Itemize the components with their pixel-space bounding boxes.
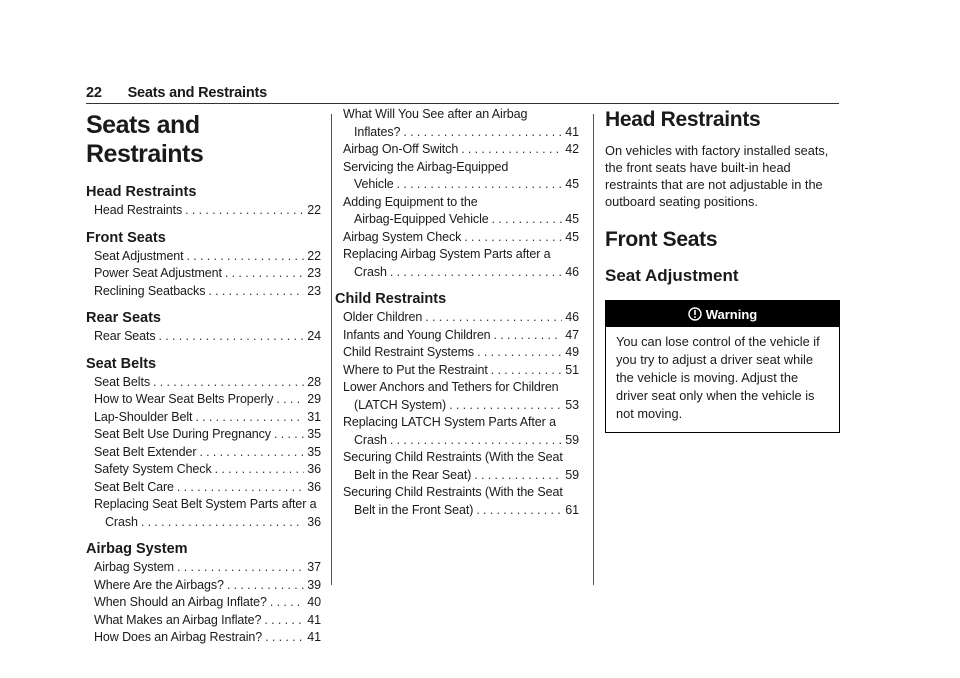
head-restraints-paragraph: On vehicles with factory installed seats, the front seats have built-in head restraints that are not adjustable in the outboard seating positions. [605, 143, 829, 209]
toc-entry-line [94, 202, 321, 220]
toc-entry-title: Crash [105, 514, 138, 529]
toc-entry-title: Vehicle [354, 177, 394, 191]
toc-entry [86, 328, 321, 346]
toc-entry-page: 31 [307, 409, 321, 424]
toc-entry [86, 479, 321, 497]
toc-entry-line [94, 629, 321, 647]
toc-entry-title: Where Are the Airbags? [94, 577, 224, 592]
toc-entry [86, 594, 321, 612]
toc-entry-page: 23 [307, 283, 321, 298]
toc-entry-page: 36 [307, 514, 321, 529]
column-divider-1 [331, 114, 332, 585]
toc-entry-title: Airbag-Equipped Vehicle [354, 212, 489, 226]
toc-entry-title: Crash [354, 432, 387, 447]
front-seats-heading: Front Seats [605, 228, 718, 251]
toc-entry-page: 41 [307, 612, 321, 627]
toc-entry-title: Crash [354, 264, 387, 279]
toc-entry-title: Safety System Check [94, 462, 212, 476]
page-header [86, 85, 839, 103]
toc-entry-line [94, 374, 321, 392]
toc-entry [86, 612, 321, 630]
toc-entry-page: 42 [565, 142, 579, 156]
dot-leader [185, 202, 304, 220]
toc-entry-page: 28 [307, 374, 321, 389]
toc-entry [341, 194, 579, 229]
toc-entry [86, 461, 321, 479]
dot-leader [494, 327, 563, 345]
toc-entry-title-line1: Securing Child Restraints (With the Seat [343, 450, 563, 464]
toc-entry-title: Power Seat Adjustment [94, 266, 222, 280]
toc-entry-page: 46 [565, 264, 579, 279]
toc-entry-title: Lap-Shoulder Belt [94, 409, 193, 424]
toc-entry-line [343, 327, 579, 345]
toc-sections [86, 184, 321, 647]
toc-entry-page: 29 [307, 392, 321, 406]
toc-entry [86, 629, 321, 647]
toc-entry-title: Airbag On-Off Switch [343, 142, 459, 156]
toc-entry-page: 40 [307, 595, 321, 609]
toc-entry [341, 449, 579, 484]
dot-leader [491, 362, 563, 380]
toc-entry-line [343, 432, 579, 450]
toc-entry-line [94, 265, 321, 283]
toc-entry-line [94, 328, 321, 346]
dot-leader [274, 426, 304, 444]
toc-entry-page: 24 [307, 329, 321, 343]
toc-entry-line [343, 502, 579, 520]
toc-entry [341, 362, 579, 380]
toc-entry-line [343, 124, 579, 142]
dot-leader [187, 248, 305, 266]
toc-entry-page: 45 [565, 212, 579, 226]
toc-entry-line [94, 444, 321, 462]
toc-entry [86, 248, 321, 266]
toc-entry [86, 391, 321, 409]
toc-entry [341, 159, 579, 194]
toc-entry-title-line1: What Will You See after an Airbag [343, 107, 528, 121]
toc-airbag-continued [341, 106, 579, 281]
dot-leader [390, 432, 562, 450]
warning-header [606, 301, 839, 327]
toc-entry [341, 106, 579, 141]
dot-leader [141, 514, 304, 532]
toc-entry-line [94, 283, 321, 301]
toc-entry-line [94, 479, 321, 497]
toc-entry-title: When Should an Airbag Inflate? [94, 595, 267, 609]
toc-entry [86, 559, 321, 577]
seat-adjustment-heading: Seat Adjustment [605, 266, 739, 285]
toc-entry [341, 379, 579, 414]
toc-entry-title: Seat Belt Care [94, 479, 174, 494]
toc-entry-title: How to Wear Seat Belts Properly [94, 392, 274, 406]
dot-leader [270, 594, 304, 612]
dot-leader [449, 397, 562, 415]
toc-entry [86, 444, 321, 462]
toc-entry [86, 202, 321, 220]
toc-child-restraints-entries [341, 309, 579, 519]
dot-leader [397, 176, 563, 194]
toc-entry-line [343, 344, 579, 362]
toc-entry-line [94, 248, 321, 266]
toc-entry-page: 51 [565, 362, 579, 377]
toc-entry-line [343, 176, 579, 194]
toc-entry-title: Head Restraints [94, 203, 183, 217]
toc-entry-line [343, 467, 579, 485]
head-restraints-heading: Head Restraints [605, 108, 761, 131]
toc-entry-title: What Makes an Airbag Inflate? [94, 612, 262, 627]
toc-section-heading: Head Restraints [86, 184, 197, 200]
toc-title: Seats and Restraints [86, 111, 204, 168]
toc-entry-page: 39 [307, 577, 321, 592]
toc-entry [341, 229, 579, 247]
toc-entry-title: Infants and Young Children [343, 327, 491, 342]
toc-entry-title-line1: Servicing the Airbag-Equipped [343, 159, 509, 174]
dot-leader [492, 211, 563, 229]
header-section-title: Seats and Restraints [127, 85, 268, 101]
toc-entry-page: 41 [565, 124, 579, 139]
dot-leader [225, 265, 304, 283]
toc-entry-title: (LATCH System) [354, 397, 447, 412]
toc-entry-page: 23 [307, 266, 321, 280]
dot-leader [208, 283, 304, 301]
toc-entry-line [94, 461, 321, 479]
toc-entry-title: Airbag System Check [343, 229, 462, 244]
dot-leader [474, 467, 562, 485]
warning-box [605, 300, 840, 433]
toc-entry-page: 45 [565, 229, 579, 244]
toc-entry [341, 246, 579, 281]
toc-entry-title-line1: Lower Anchors and Tethers for Children [343, 380, 559, 394]
dot-leader [227, 577, 304, 595]
toc-entry-page: 36 [307, 479, 321, 494]
toc-entry-title-line1: Replacing Airbag System Parts after a [343, 247, 551, 261]
toc-entry-page: 45 [565, 177, 579, 191]
toc-entry-line [343, 141, 579, 159]
toc-entry-line [343, 264, 579, 282]
toc-entry-page: 36 [307, 462, 321, 476]
toc-entry-page: 35 [307, 444, 321, 459]
toc-section-heading: Airbag System [86, 541, 188, 557]
toc-section-heading: Seat Belts [86, 355, 157, 372]
toc-entry-title-line1: Securing Child Restraints (With the Seat [343, 485, 563, 499]
toc-entry-title: Inflates? [354, 124, 401, 139]
toc-entry-page: 53 [565, 397, 579, 412]
warning-icon [688, 307, 702, 321]
dot-leader [476, 502, 562, 520]
toc-entry-title: Belt in the Front Seat) [354, 502, 474, 517]
toc-entry [341, 414, 579, 449]
toc-column-1 [86, 110, 321, 647]
dot-leader [403, 124, 562, 142]
toc-entry-title: Seat Belts [94, 374, 150, 389]
toc-section-heading: Rear Seats [86, 310, 161, 326]
dot-leader [195, 409, 304, 427]
toc-entry-line [94, 577, 321, 595]
page-number: 22 [86, 85, 102, 101]
toc-entry-title: Airbag System [94, 560, 174, 574]
toc-entry-line [94, 514, 321, 532]
toc-entry-title: Reclining Seatbacks [94, 283, 206, 298]
dot-leader [276, 391, 304, 409]
toc-entry-line [94, 409, 321, 427]
toc-entry-page: 22 [307, 248, 321, 263]
toc-entry-line [343, 211, 579, 229]
warning-text: You can lose control of the vehicle if you try to adjust a driver seat while the vehicle is moving. Adjust the driver seat only when the vehicle is not moving. [616, 334, 820, 421]
toc-entry-page: 61 [565, 502, 579, 517]
toc-entry-line [94, 612, 321, 630]
toc-entry [341, 344, 579, 362]
toc-entry-page: 47 [565, 327, 579, 342]
toc-entry-title: Seat Adjustment [94, 248, 184, 263]
dot-leader [390, 264, 562, 282]
toc-entry [341, 141, 579, 159]
dot-leader [477, 344, 562, 362]
toc-entry [341, 327, 579, 345]
toc-entry-title: Child Restraint Systems [343, 345, 475, 359]
toc-entry-title: Seat Belt Extender [94, 444, 197, 459]
toc-entry-title: Belt in the Rear Seat) [354, 467, 472, 482]
toc-entry-page: 37 [307, 560, 321, 574]
toc-entry-line [94, 391, 321, 409]
toc-column-2 [335, 106, 579, 519]
dot-leader [264, 612, 304, 630]
toc-entry-line [94, 559, 321, 577]
toc-entry-line [343, 362, 579, 380]
content-column [605, 108, 840, 433]
toc-entry [86, 409, 321, 427]
warning-label: Warning [705, 306, 758, 322]
toc-entry [341, 309, 579, 327]
toc-entry-page: 41 [307, 630, 321, 644]
dot-leader [425, 309, 562, 327]
toc-entry [86, 283, 321, 301]
toc-entry-line [343, 229, 579, 247]
toc-entry-line [94, 594, 321, 612]
dot-leader [177, 559, 304, 577]
toc-entry-title-line1: Replacing Seat Belt System Parts after a [94, 497, 317, 511]
toc-entry-title: Rear Seats [94, 329, 156, 343]
toc-entry [86, 426, 321, 444]
toc-entry [86, 577, 321, 595]
dot-leader [461, 141, 562, 159]
dot-leader [265, 629, 304, 647]
toc-section-heading: Front Seats [86, 229, 166, 246]
toc-entry-title: How Does an Airbag Restrain? [94, 630, 263, 644]
toc-entry-title-line1: Replacing LATCH System Parts After a [343, 415, 556, 429]
toc-entry [86, 265, 321, 283]
header-rule [86, 103, 839, 104]
toc-entry [341, 484, 579, 519]
toc-entry-title: Seat Belt Use During Pregnancy [94, 427, 271, 441]
toc-entry-page: 35 [307, 427, 321, 441]
dot-leader [215, 461, 305, 479]
column-divider-2 [593, 114, 594, 585]
dot-leader [177, 479, 304, 497]
toc-entry-line [343, 309, 579, 327]
toc-entry-title: Where to Put the Restraint [343, 362, 488, 377]
dot-leader [153, 374, 304, 392]
toc-section-heading-child-restraints: Child Restraints [335, 291, 447, 307]
toc-entry-page: 49 [565, 345, 579, 359]
toc-entry [86, 496, 321, 531]
toc-entry-line [343, 397, 579, 415]
toc-entry-line [94, 426, 321, 444]
toc-entry-title-line1: Adding Equipment to the [343, 194, 478, 209]
toc-entry-page: 22 [307, 203, 321, 217]
toc-entry-page: 46 [565, 310, 579, 324]
toc-entry-page: 59 [565, 467, 579, 482]
dot-leader [159, 328, 305, 346]
toc-entry-title: Older Children [343, 310, 423, 324]
toc-entry-page: 59 [565, 432, 579, 447]
dot-leader [199, 444, 304, 462]
toc-entry [86, 374, 321, 392]
dot-leader [464, 229, 562, 247]
